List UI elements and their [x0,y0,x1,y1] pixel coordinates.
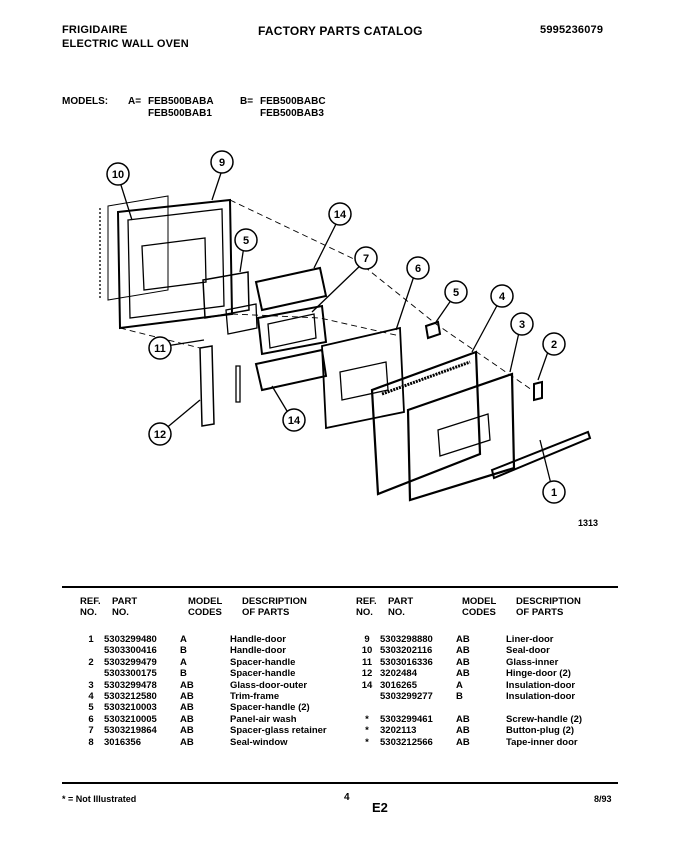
table-bottom-rule [62,782,618,784]
table-row [354,657,626,668]
part-cell: 3202484 [380,668,417,680]
table-row [354,725,626,736]
header-model-line1: MODEL [188,596,223,607]
callout-label: 11 [154,343,166,355]
code-cell: AB [456,645,470,657]
ref-cell: * [365,713,369,725]
ref-cell: 9 [364,634,370,645]
parts-table-left [78,634,350,748]
header-ref-line2: NO. [80,607,97,618]
table-row [354,668,626,679]
parts-table-right [354,634,626,748]
table-row [78,714,350,725]
header-part-line1: PART [112,596,138,607]
page-number: 4 [344,792,350,803]
header-desc [516,596,581,618]
table-row [78,657,350,668]
ref-cell: 3 [88,679,94,691]
header-part [112,596,137,618]
ref-cell: 6 [88,713,94,725]
callout-label: 7 [362,253,370,265]
catalog-number: 5995236079 [540,24,604,36]
ref-cell: 1 [88,634,94,645]
header-ref [356,596,377,618]
ref-cell: 14 [361,679,373,691]
part-cell: 3202113 [380,725,417,737]
ref-cell: * [365,736,369,748]
figure-number: 1313 [578,518,599,528]
part-cell: 5303299479 [104,656,157,668]
ref-cell: 8 [88,736,94,748]
part-cell: 5303299480 [104,634,157,645]
header-model-line2: CODES [462,607,496,618]
desc-cell: Insulation-door [506,690,576,702]
callout-label: 14 [333,209,347,221]
part-cell: 5303300175 [104,668,157,680]
table-row [354,634,626,645]
header-part-line2: NO. [388,607,405,618]
desc-cell: Spacer-handle [230,668,296,680]
desc-cell: Glass-door-outer [230,679,308,691]
header-part-line1: PART [388,596,414,607]
catalog-title: FACTORY PARTS CATALOG [258,24,423,38]
table-row [354,737,626,748]
desc-cell: Liner-door [506,634,554,645]
part-cell: 5303210005 [104,713,157,725]
print-date: 8/93 [594,794,612,804]
code-cell: AB [180,702,194,714]
desc-cell: Seal-door [506,645,550,657]
part-cell: 5303219864 [104,725,157,737]
table-row [78,691,350,702]
callout-label: 10 [111,169,125,181]
header-ref-line1: REF. [80,596,101,607]
ref-cell: 7 [88,725,94,737]
header-desc-line1: DESCRIPTION [242,596,307,607]
callout-label: 9 [218,157,226,169]
part-cell: 5303298880 [380,634,433,645]
table-row [78,645,350,656]
ref-cell: 5 [88,702,94,714]
callout-label: 1 [550,487,558,499]
code-cell: AB [180,690,194,702]
part-cell: 5303299461 [380,713,433,725]
ref-cell: 10 [361,645,373,657]
model-a-line2: FEB500BAB1 [148,108,212,119]
code-cell: AB [456,736,470,748]
header-model [462,596,496,618]
desc-cell: Trim-frame [230,690,280,702]
table-top-rule [62,586,618,588]
part-cell: 3016265 [380,679,417,691]
code-cell: AB [180,679,194,691]
callout-label: 5 [242,235,250,247]
code-cell: AB [180,713,194,725]
ref-cell: 11 [361,656,373,668]
callout-label: 6 [414,263,422,275]
section-code: E2 [372,800,388,815]
header-desc-line1: DESCRIPTION [516,596,581,607]
ref-cell: 12 [361,668,373,680]
not-illustrated-note: * = Not Illustrated [62,794,137,804]
desc-cell: Panel-air wash [230,713,297,725]
code-cell [456,702,506,713]
header-ref-line1: REF. [356,596,377,607]
part-cell: 3016356 [104,736,141,748]
table-row [78,702,350,713]
header-model-line2: CODES [188,607,222,618]
header-desc-line2: OF PARTS [242,607,290,618]
header-part-line2: NO. [112,607,129,618]
callout-label: 12 [153,429,167,441]
code-cell: A [180,656,187,668]
code-cell: B [456,690,463,702]
part-cell: 5303299478 [104,679,157,691]
header-model-line1: MODEL [462,596,497,607]
code-cell: AB [456,634,470,645]
part-cell: 5303212580 [104,690,157,702]
desc-cell: Spacer-glass retainer [230,725,327,737]
model-a-prefix: A= [128,96,142,107]
table-row [78,668,350,679]
desc-cell: Seal-window [230,736,288,748]
desc-cell: Spacer-handle [230,656,296,668]
part-cell: 5303016336 [380,656,433,668]
header-part [388,596,413,618]
desc-cell: Button-plug (2) [506,725,575,737]
ref-cell [78,668,104,679]
callout-label: 14 [287,415,301,427]
code-cell: A [180,634,187,645]
header-desc-line2: OF PARTS [516,607,564,618]
table-row [354,714,626,725]
desc-cell: Insulation-door [506,679,576,691]
model-a-line1: FEB500BABA [148,96,214,107]
code-cell: AB [456,668,470,680]
header-model [188,596,222,618]
model-b-line1: FEB500BABC [260,96,326,107]
code-cell: A [456,679,463,691]
part-cell: 5303210003 [104,702,157,714]
brand-name: FRIGIDAIRE [62,24,128,36]
table-row [354,702,626,713]
desc-cell: Handle-door [230,645,286,657]
code-cell: AB [456,725,470,737]
desc-cell: Tape-inner door [506,736,578,748]
code-cell: B [180,645,187,657]
ref-cell [354,702,380,713]
desc-cell: Hinge-door (2) [506,668,571,680]
header-desc [242,596,307,618]
desc-cell: Glass-inner [506,656,559,668]
part-cell: 5303202116 [380,645,433,657]
part-cell [380,702,456,713]
ref-cell [354,691,380,702]
callout-label: 5 [452,287,460,299]
ref-cell [78,645,104,656]
product-name: ELECTRIC WALL OVEN [62,38,189,50]
table-row [354,645,626,656]
desc-cell: Spacer-handle (2) [230,702,310,714]
code-cell: AB [456,656,470,668]
callout-label: 3 [518,319,526,331]
part-cell: 5303299277 [380,690,433,702]
exploded-parts-diagram [0,130,680,550]
table-row [354,680,626,691]
part-cell: 5303212566 [380,736,433,748]
table-row [78,680,350,691]
table-row [78,725,350,736]
code-cell: AB [180,725,194,737]
desc-cell: Screw-handle (2) [506,713,583,725]
table-row [78,634,350,645]
header-ref-line2: NO. [356,607,373,618]
code-cell: B [180,668,187,680]
code-cell: AB [180,736,194,748]
callout-label: 4 [498,291,506,303]
desc-cell: Handle-door [230,634,286,645]
table-row [78,737,350,748]
table-row [354,691,626,702]
code-cell: AB [456,713,470,725]
model-b-line2: FEB500BAB3 [260,108,324,119]
part-cell: 5303300416 [104,645,157,657]
ref-cell: * [365,725,369,737]
ref-cell: 2 [88,656,94,668]
callout-label: 2 [550,339,558,351]
model-b-prefix: B= [240,96,254,107]
models-label: MODELS: [62,96,109,107]
ref-cell: 4 [88,690,94,702]
header-ref [80,596,101,618]
desc-cell [506,702,626,713]
